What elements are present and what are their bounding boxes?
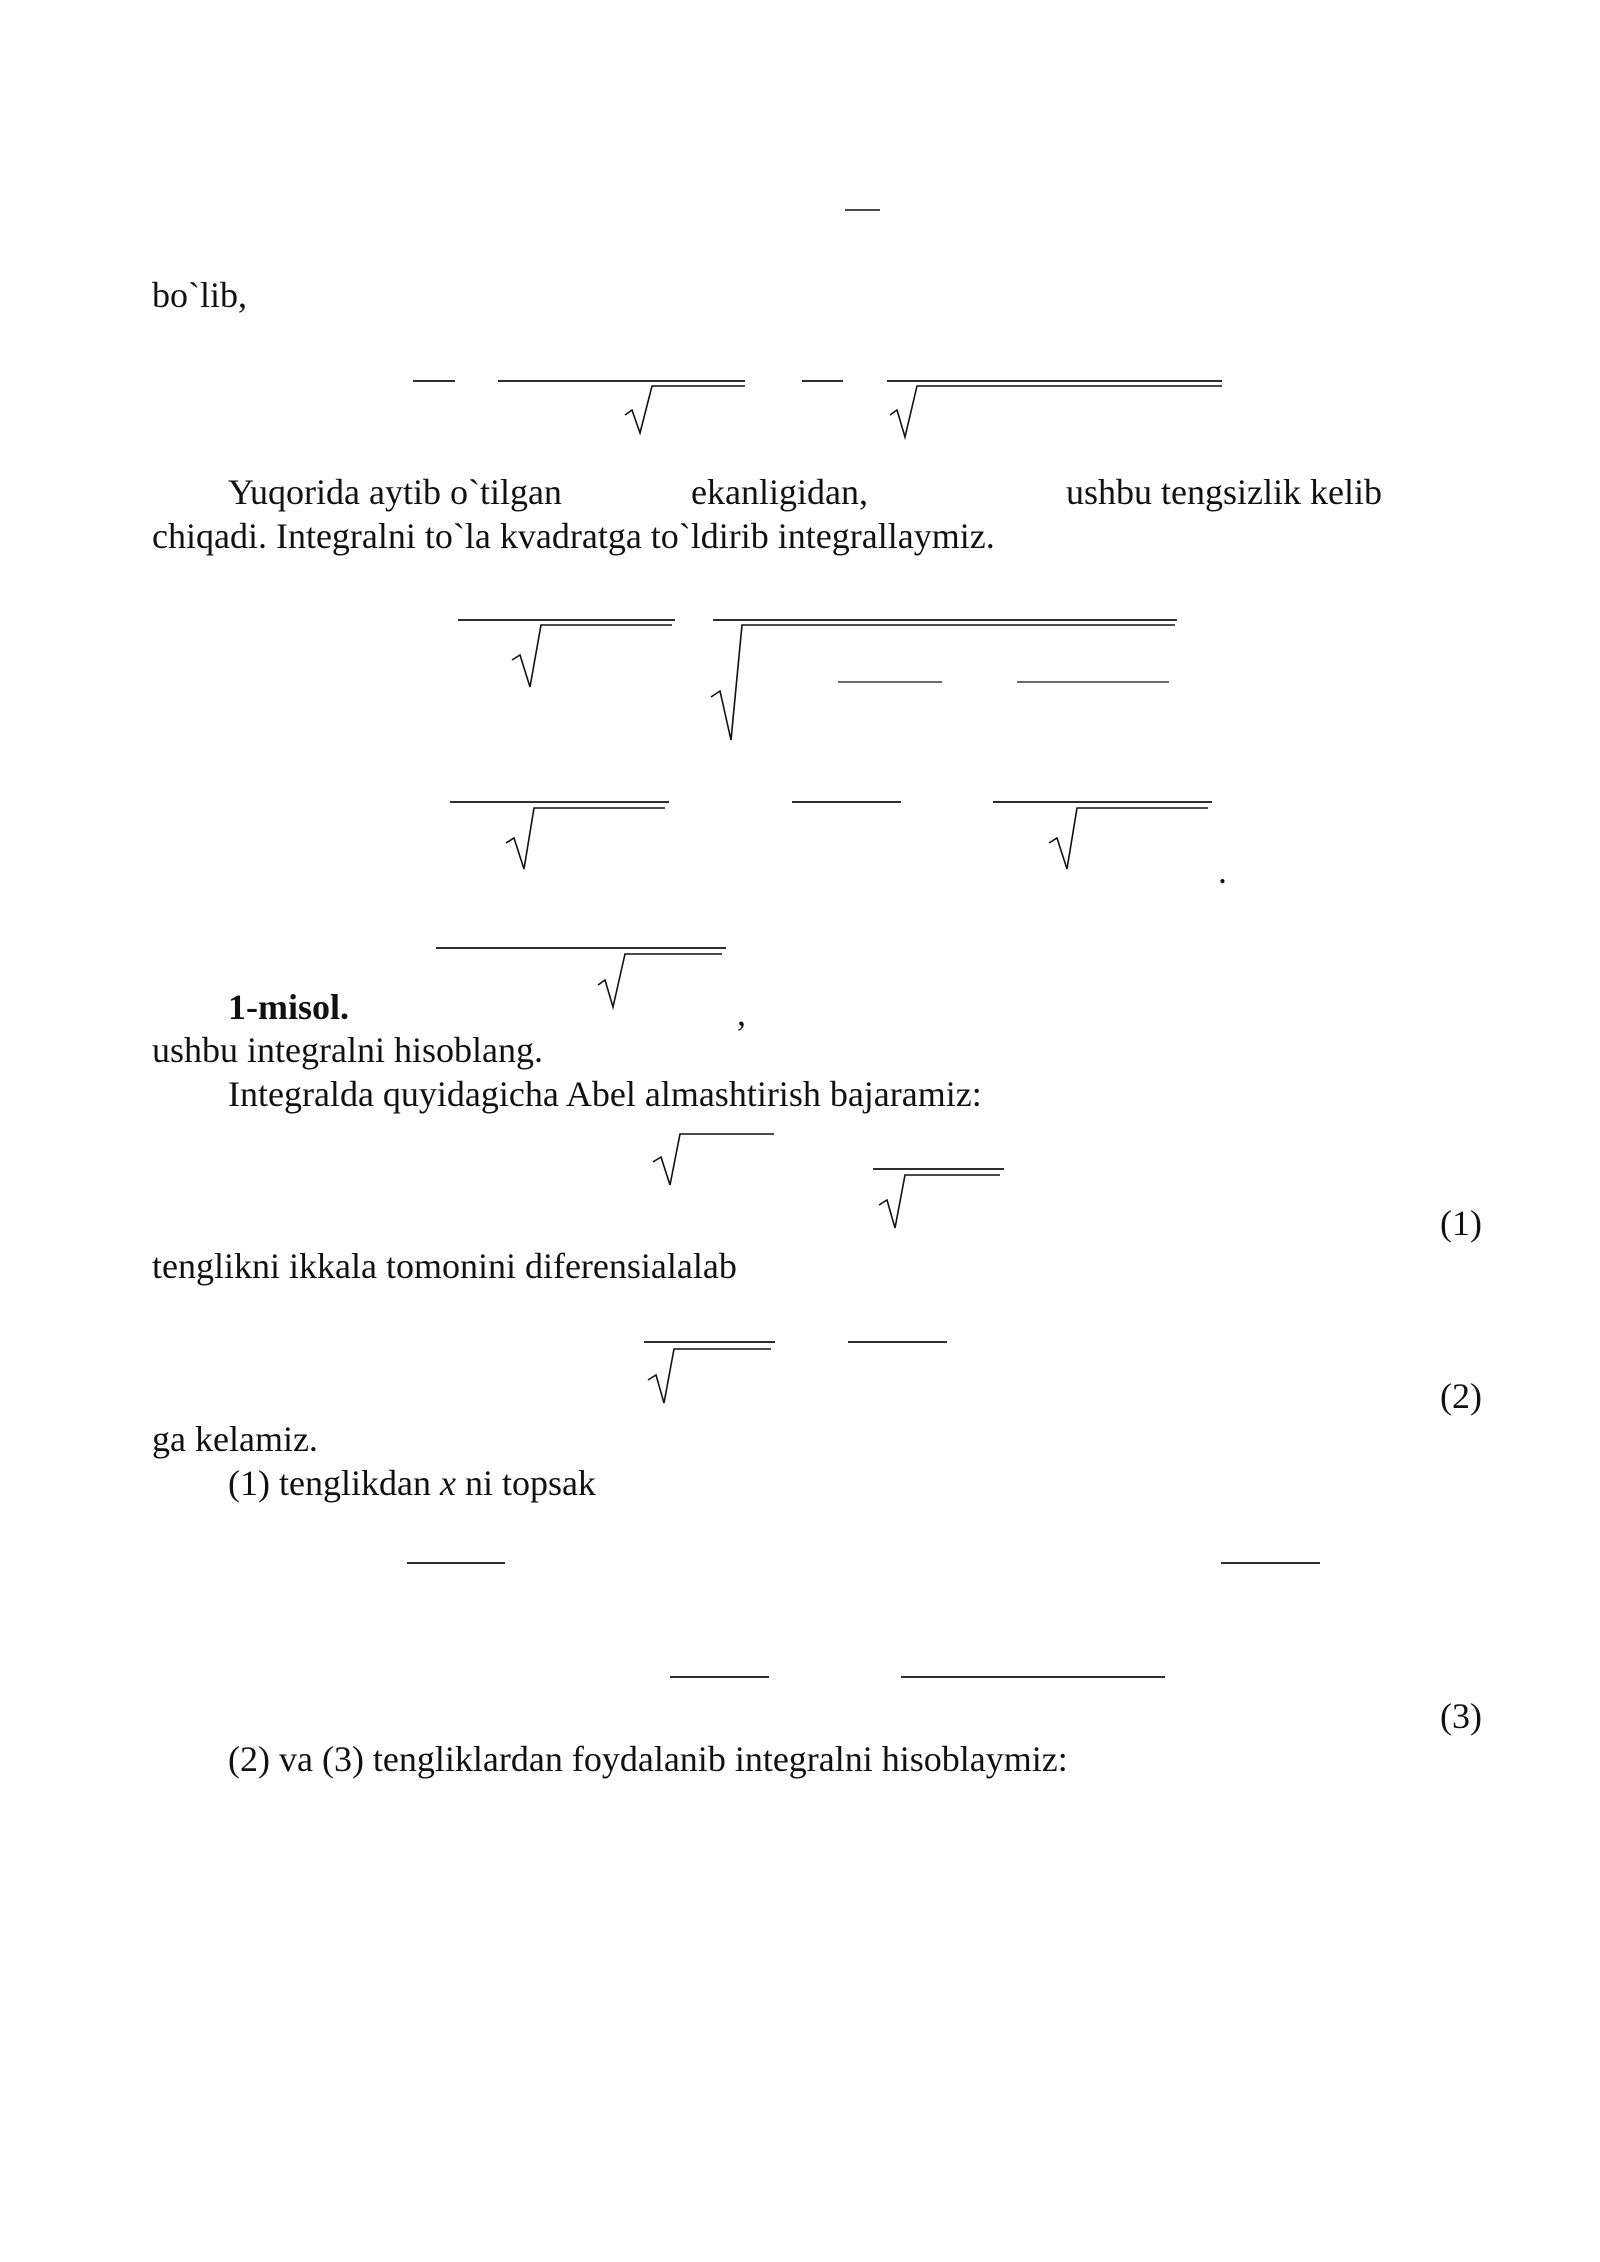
variable-x: x (439, 1463, 456, 1503)
formula-abel-substitution (653, 1134, 1004, 1228)
text-bolib: bo`lib, (152, 275, 247, 315)
text-period: . (1218, 851, 1227, 891)
text-topsak-suffix: ni topsak (455, 1463, 596, 1503)
text-ushbu: ushbu integralni hisoblang. (152, 1030, 543, 1070)
formula-misol (436, 948, 726, 1007)
text-tenglikni: tenglikni ikkala tomonini diferensialalab (152, 1246, 737, 1286)
misol-label: 1-misol. (228, 987, 349, 1027)
text-integralda: Integralda quyidagicha Abel almashtirish bajaramiz: (228, 1074, 982, 1114)
text-yuqorida-3: ushbu tengsizlik kelib (1066, 472, 1382, 512)
formula-result (450, 802, 1212, 869)
text-ga-kelamiz: ga kelamiz. (152, 1419, 318, 1459)
sqrt-radical-sign (512, 625, 672, 687)
text-yuqorida-2: ekanligidan, (691, 472, 868, 512)
formula-bolib (413, 381, 1222, 437)
sqrt-radical-sign (711, 625, 1175, 740)
text-comma: , (737, 993, 746, 1033)
sqrt-radical-sign (598, 954, 722, 1007)
formula-differential (644, 1342, 947, 1403)
text-yuqorida-1: Yuqorida aytib o`tilgan (228, 472, 562, 512)
sqrt-radical-sign (1049, 808, 1208, 869)
sqrt-radical-sign (653, 1134, 774, 1185)
sqrt-radical-sign (890, 386, 1222, 437)
text-topsak-prefix: (1) tenglikdan (228, 1463, 440, 1503)
equation-number-2: (2) (1440, 1376, 1482, 1416)
sqrt-radical-sign (506, 808, 665, 869)
sqrt-radical-sign (648, 1349, 771, 1403)
text-foydalanib: (2) va (3) tengliklardan foydalanib integralni hisoblaymiz: (228, 1739, 1068, 1779)
sqrt-radical-sign (625, 386, 745, 433)
formula-integral-square (458, 620, 1177, 740)
text-topsak (228, 1461, 596, 1505)
equation-number-3: (3) (1440, 1696, 1482, 1736)
equation-number-1: (1) (1440, 1203, 1482, 1243)
text-chiqadi: chiqadi. Integralni to`la kvadratga to`ldirib integrallaymiz. (152, 516, 995, 556)
sqrt-radical-sign (879, 1175, 1000, 1228)
